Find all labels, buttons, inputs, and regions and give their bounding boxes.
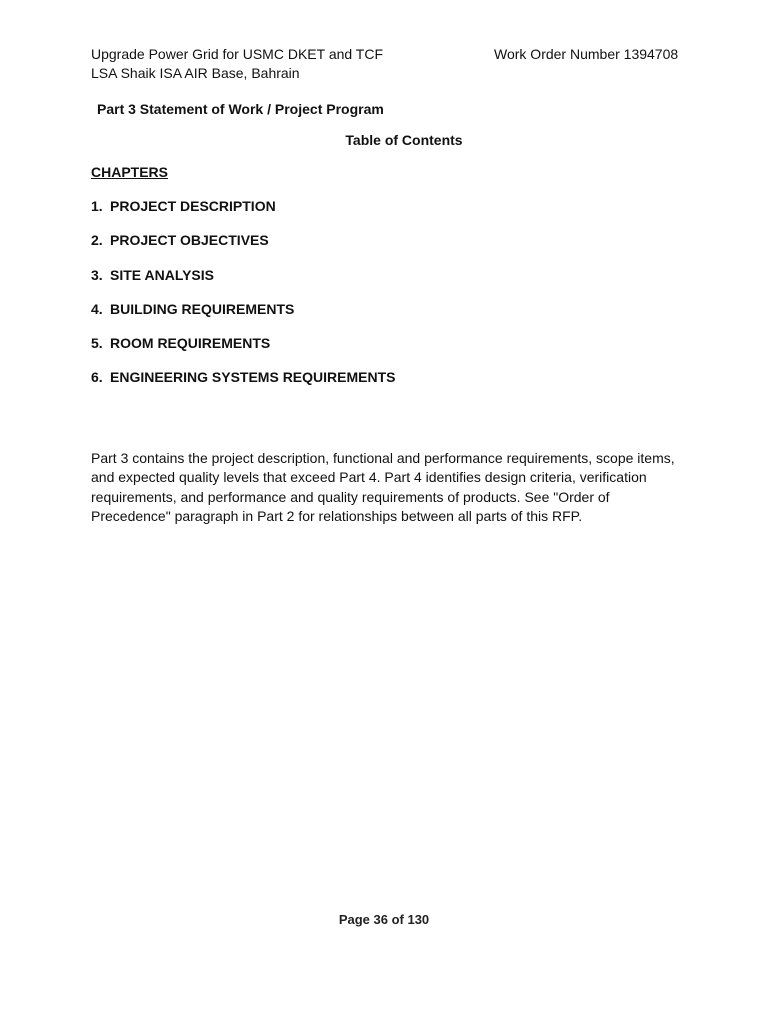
chapter-title: ROOM REQUIREMENTS bbox=[110, 335, 271, 352]
chapter-title: PROJECT OBJECTIVES bbox=[110, 232, 269, 249]
chapter-number: 4. bbox=[91, 300, 103, 317]
header-work-order-number: Work Order Number 1394708 bbox=[494, 46, 679, 62]
toc-title: Table of Contents bbox=[345, 132, 463, 148]
chapter-item bbox=[91, 300, 395, 334]
header-location: LSA Shaik ISA AIR Base, Bahrain bbox=[91, 65, 300, 81]
chapter-item bbox=[91, 231, 395, 265]
chapter-title: BUILDING REQUIREMENTS bbox=[110, 300, 295, 317]
chapter-list bbox=[91, 197, 395, 403]
chapter-item bbox=[91, 266, 395, 300]
chapter-number: 1. bbox=[91, 198, 103, 214]
chapter-number: 6. bbox=[91, 369, 103, 386]
header-project-title: Upgrade Power Grid for USMC DKET and TCF bbox=[91, 46, 384, 62]
chapter-number: 2. bbox=[91, 232, 103, 249]
chapter-item bbox=[91, 197, 395, 231]
part-title: Part 3 Statement of Work / Project Program bbox=[97, 101, 384, 117]
chapter-number: 5. bbox=[91, 335, 103, 352]
chapter-title: SITE ANALYSIS bbox=[110, 266, 214, 283]
chapter-item bbox=[91, 368, 395, 402]
chapter-item bbox=[91, 334, 395, 368]
chapters-heading: CHAPTERS bbox=[91, 164, 169, 180]
page-number: Page 36 of 130 bbox=[338, 912, 430, 927]
chapter-title: ENGINEERING SYSTEMS REQUIREMENTS bbox=[110, 369, 396, 386]
body-paragraph: Part 3 contains the project description, functional and performance requirements, scope items, and expected quality levels that exceed Part 4. Part 4 identifies design criteria, verification requirements, and performance and quality requirements of products. See "Order of Precedence" paragraph in Part 2 for relationships between all parts of this RFP. bbox=[91, 450, 675, 524]
chapter-title: PROJECT DESCRIPTION bbox=[110, 198, 276, 214]
chapter-number: 3. bbox=[91, 266, 103, 283]
